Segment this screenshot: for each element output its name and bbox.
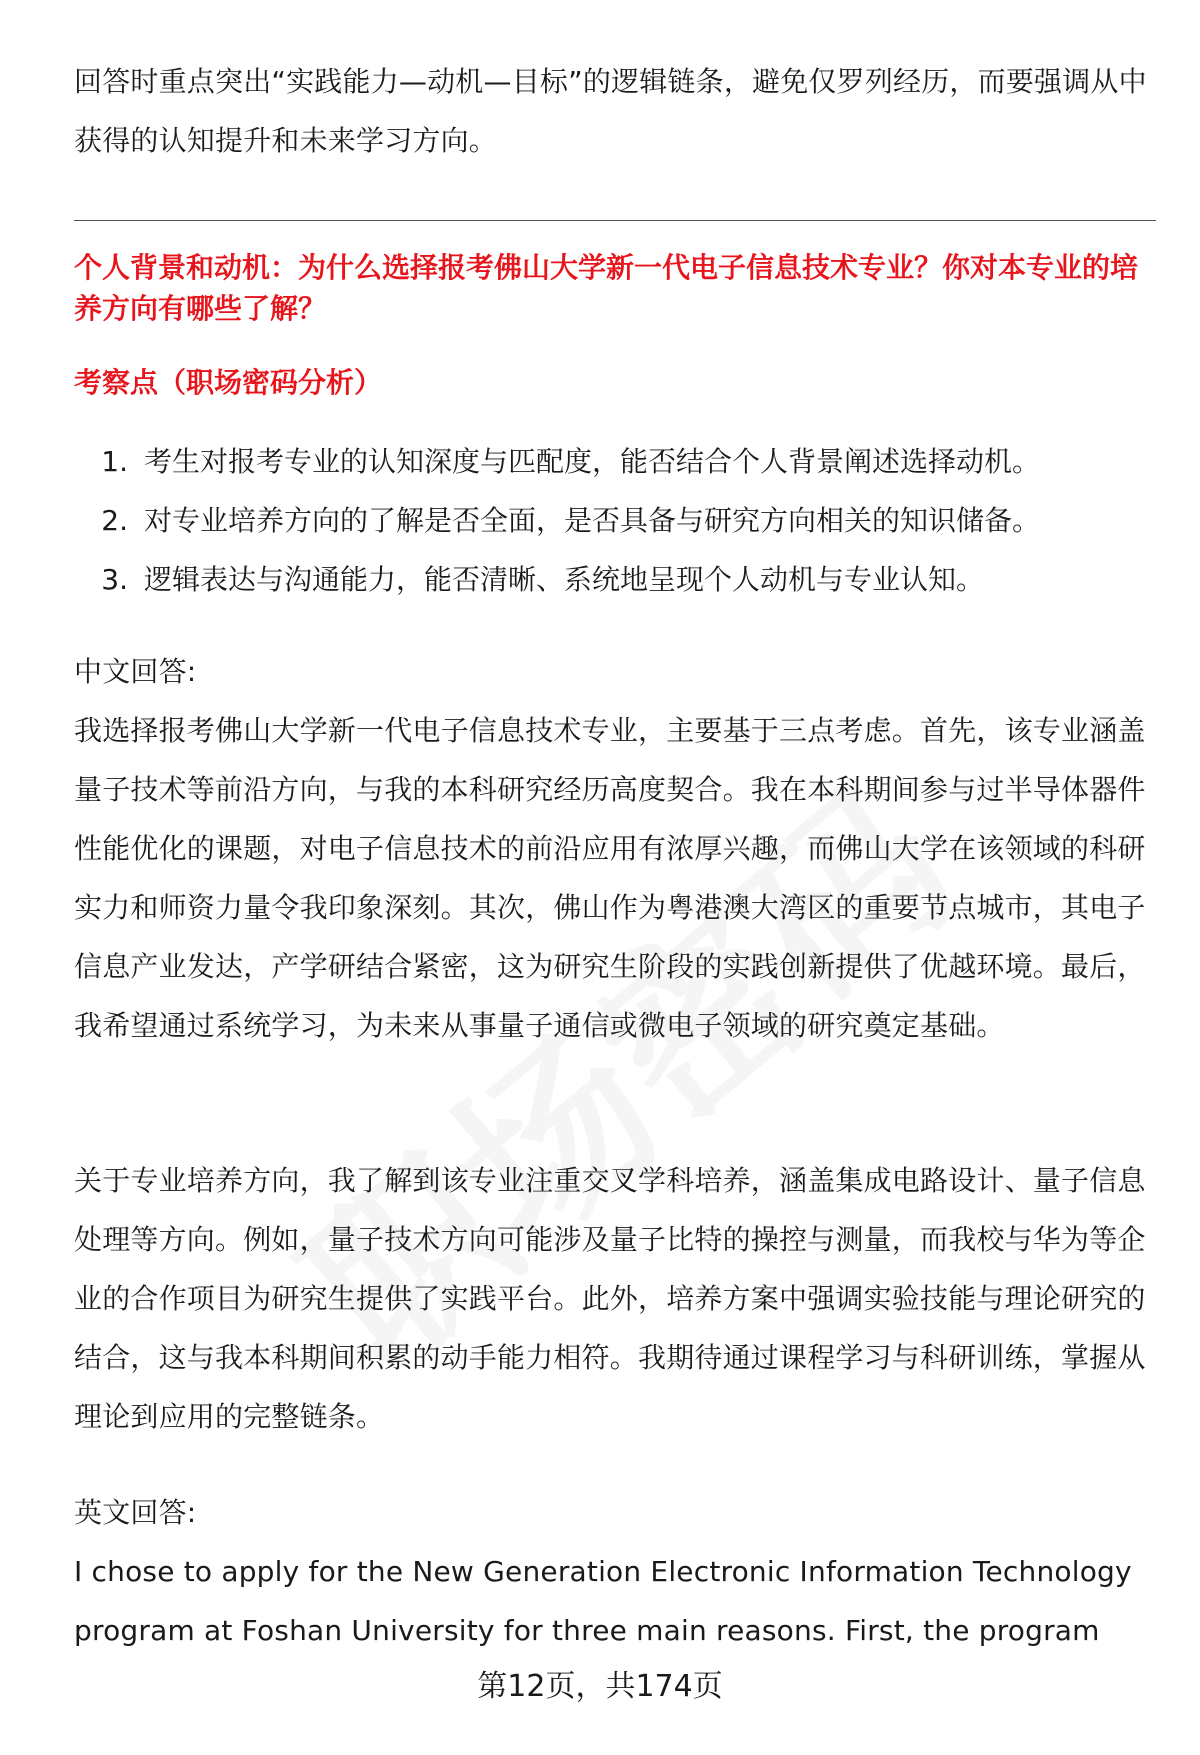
intro-paragraph: 回答时重点突出“实践能力—动机—目标”的逻辑链条，避免仅罗列经历，而要强调从中获得的认知提升和未来学习方向。: [74, 65, 1147, 157]
assessment-points-heading: 考察点（职场密码分析）: [74, 366, 383, 399]
list-item: [74, 432, 1156, 491]
chinese-answer-label: 中文回答:: [74, 655, 197, 688]
chinese-answer-paragraph-2: 关于专业培养方向，我了解到该专业注重交叉学科培养，涵盖集成电路设计、量子信息处理等方向。例如，量子技术方向可能涉及量子比特的操控与测量，而我校与华为等企业的合作项目为研究生提供了实践平台。此外，培养方案中强调实验技能与理论研究的结合，这与我本科期间积累的动手能力相符。我期待通过课程学习与科研训练，掌握从理论到应用的完整链条。: [74, 1164, 1146, 1433]
list-item-number: 1.: [101, 445, 128, 478]
chinese-answer-paragraph-1: 我选择报考佛山大学新一代电子信息技术专业，主要基于三点考虑。首先，该专业涵盖量子技术等前沿方向，与我的本科研究经历高度契合。我在本科期间参与过半导体器件性能优化的课题，对电子信息技术的前沿应用有浓厚兴趣，而佛山大学在该领域的科研实力和师资力量令我印象深刻。其次，佛山作为粤港澳大湾区的重要节点城市，其电子信息产业发达，产学研结合紧密，这为研究生阶段的实践创新提供了优越环境。最后，我希望通过系统学习，为未来从事量子通信或微电子领域的研究奠定基础。: [74, 714, 1146, 1042]
list-item-number: 2.: [101, 504, 128, 537]
english-answer-label: 英文回答:: [74, 1496, 197, 1529]
list-item: [74, 550, 1156, 609]
page-number-footer: 第12页，共174页: [477, 1669, 723, 1704]
list-item-text: 对专业培养方向的了解是否全面，是否具备与研究方向相关的知识储备。: [144, 504, 1041, 537]
english-answer-paragraph: I chose to apply for the New Generation Electronic Information Technology program at Foshan University for three main reasons. First, the program: [74, 1555, 1132, 1647]
list-item-text: 考生对报考专业的认知深度与匹配度，能否结合个人背景阐述选择动机。: [144, 445, 1041, 478]
list-item: [74, 491, 1156, 550]
assessment-points-list: [74, 432, 1156, 609]
list-item-number: 3.: [101, 563, 128, 596]
question-heading: 个人背景和动机：为什么选择报考佛山大学新一代电子信息技术专业？你对本专业的培养方向有哪些了解？: [74, 251, 1139, 325]
section-divider: [74, 220, 1156, 221]
list-item-text: 逻辑表达与沟通能力，能否清晰、系统地呈现个人动机与专业认知。: [144, 563, 985, 596]
